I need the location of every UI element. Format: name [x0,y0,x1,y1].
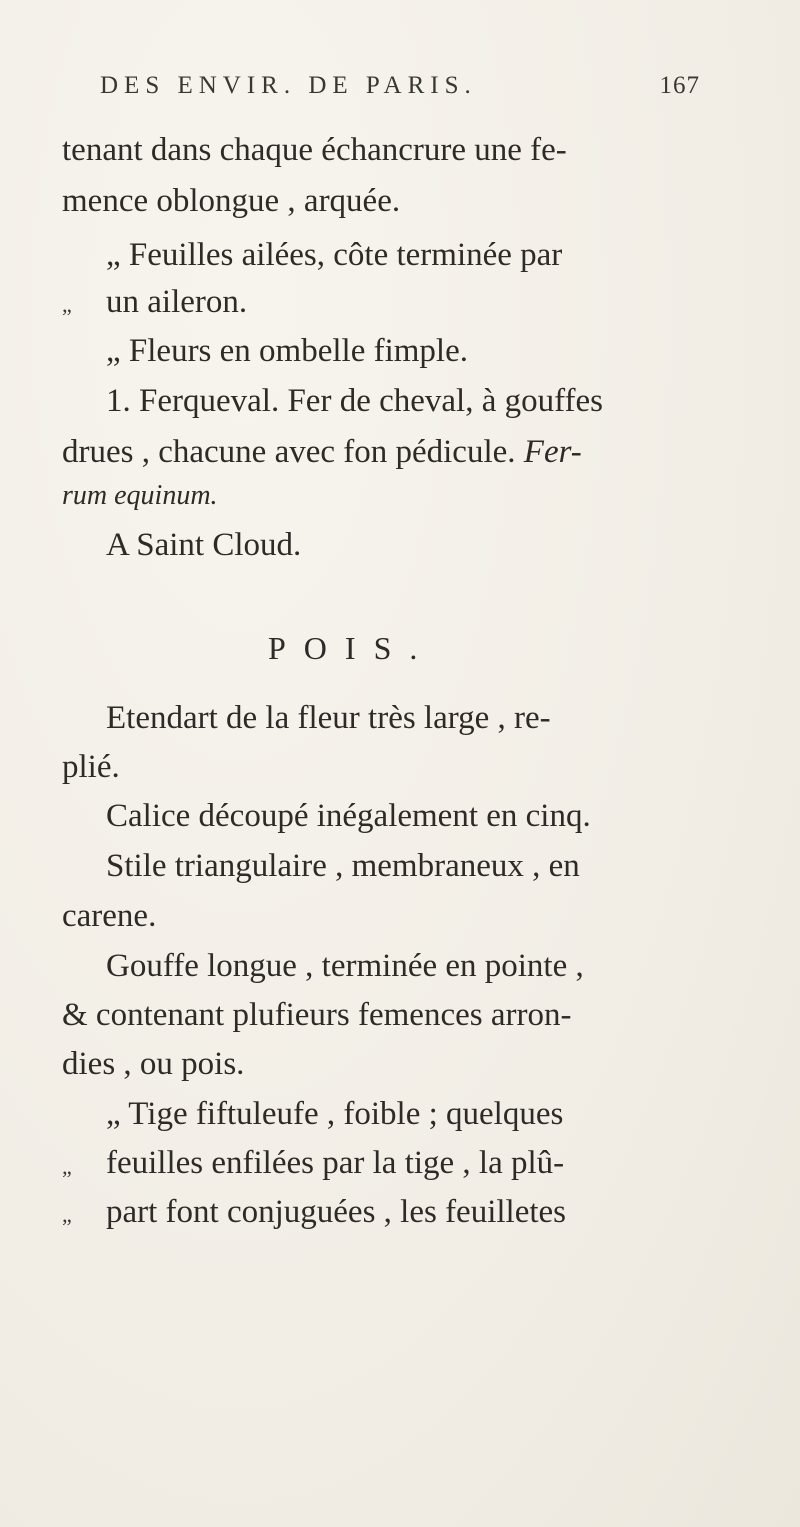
text-line-19: feuilles enfilées par la tige , la plû- [106,1145,565,1181]
latin-name-part-1: Fer- [523,434,582,470]
text-line-13: Stile triangulaire , membraneux , en [106,848,580,884]
text-line-4: un aileron. [106,284,248,320]
continuation-quote-mark-2: „ [62,1154,72,1179]
page-header [100,72,700,112]
section-title: POIS. [268,630,436,666]
text-line-18: „ Tige fiftuleufe , foible ; quelques [106,1096,564,1132]
running-head: DES ENVIR. DE PARIS. [100,72,477,99]
text-line-5: „ Fleurs en ombelle fimple. [106,333,468,369]
continuation-quote-mark-3: „ [62,1202,72,1227]
text-line-16: & contenant plufieurs femences arron- [62,997,572,1033]
text-line-14: carene. [62,898,157,934]
text-line-12: Calice découpé inégalement en cinq. [106,798,591,834]
text-line-9: A Saint Cloud. [106,527,302,563]
text-line-3: „ Feuilles ailées, côte terminée par [106,237,563,273]
page-number: 167 [659,72,700,99]
text-line-20: part font conjuguées , les feuilletes [106,1194,567,1230]
text-line-17: dies , ou pois. [62,1046,245,1082]
text-line-7 [62,434,582,471]
text-line-15: Gouffe longue , terminée en pointe , [106,948,584,984]
text-line-2: mence oblongue , arquée. [62,183,401,219]
text-line-6: 1. Ferqueval. Fer de cheval, à gouffes [106,383,603,419]
continuation-quote-mark: „ [62,292,72,317]
text-line-7-roman: drues , chacune avec fon pédicule. [62,434,516,470]
text-line-11: plié. [62,749,120,785]
latin-name-part-2: rum equinum. [62,480,218,511]
text-line-1: tenant dans chaque échancrure une fe- [62,132,567,168]
text-line-10: Etendart de la fleur très large , re- [106,700,551,736]
